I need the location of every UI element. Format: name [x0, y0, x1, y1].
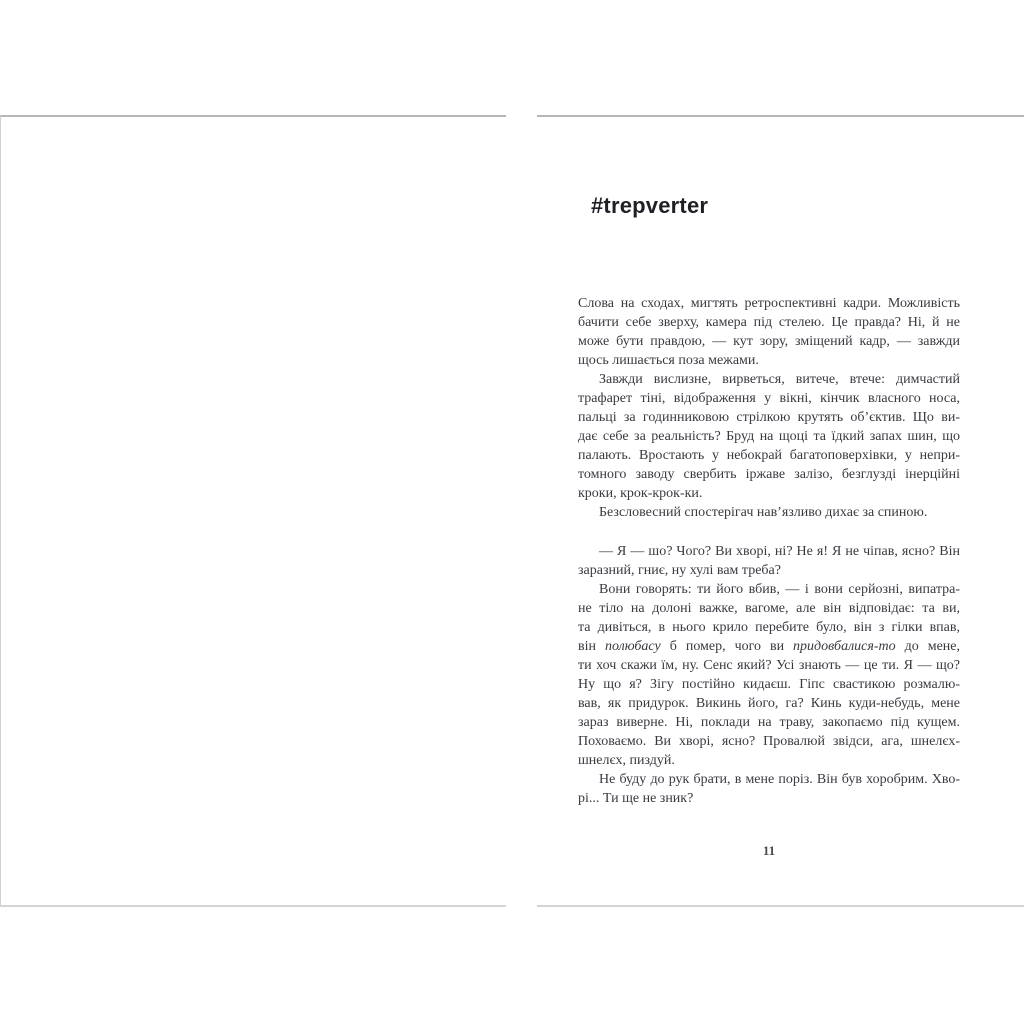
text-line: Безсловесний спостерігач нав’язливо дихає за спиною.	[599, 505, 928, 520]
left-page-blank	[0, 115, 506, 907]
text-line: Не буду до рук брати, в мене поріз. Він був хоробрим. Хво-	[599, 772, 960, 787]
chapter-title: #trepverter	[591, 193, 709, 218]
text-line: Ну що я? Зігу постійно кидаєш. Гіпс свастикою розмалю-	[578, 677, 960, 692]
text-line: томного заводу свербить іржаве залізо, безглузді інерційні	[578, 467, 960, 482]
text-line: палають. Вростають у небокрай багатоповерхівки, у непри-	[578, 448, 960, 463]
text-line: ти хоч скажи їм, ну. Сенс який? Усі знають — це ти. Я — що?	[578, 658, 960, 673]
text-line: зараз виверне. Ні, поклади на траву, закопаємо під кущем.	[578, 715, 960, 730]
text-line: не тіло на долоні важке, вагоме, але він відповідає: та ви,	[578, 601, 960, 616]
text-line: Вони говорять: ти його вбив, — і вони серйозні, випатра-	[599, 582, 960, 597]
text-line: рі... Ти ще не зник?	[578, 791, 694, 806]
text-line: пальці за годинниковою стрілкою крутять об’єктив. Що ви-	[578, 410, 960, 425]
text-line: Поховаємо. Ви хворі, ясно? Провалюй звідси, ага, шнелєх-	[578, 734, 960, 749]
text-line: Слова на сходах, мигтять ретроспективні кадри. Можливість	[578, 296, 960, 311]
text-line: дає себе за реальність? Бруд на щоці та їдкий запах шин, що	[578, 429, 960, 444]
text-line: може бути правдою, — кут зору, зміщений кадр, — завжди	[578, 334, 960, 349]
paragraph-spacer	[578, 522, 960, 542]
text-line: шнелєх, пиздуй.	[578, 753, 675, 768]
text-line: бачити себе зверху, камера під стелею. Це правда? Ні, й не	[578, 315, 960, 330]
text-block	[578, 294, 960, 808]
text-line: та дивіться, в нього крило перебите було, він з гілки впав,	[578, 620, 960, 635]
text-line: кроки, крок-крок-ки.	[578, 486, 703, 501]
text-line: заразний, гниє, ну хулі вам треба?	[578, 563, 781, 578]
page-number: 11	[762, 843, 776, 858]
text-line: Завжди вислизне, вирветься, витече, втече: димчастий	[599, 372, 960, 387]
text-line: вав, як придурок. Викинь його, га? Кинь куди-небудь, мене	[578, 696, 960, 711]
text-line: трафарет тіні, відображення у вікні, кінчик власного носа,	[578, 391, 960, 406]
text-line: він полюбасу б помер, чого ви придовбалися-то до мене,	[578, 639, 960, 654]
right-page	[537, 115, 1024, 907]
text-line: — Я — шо? Чого? Ви хворі, ні? Не я! Я не чіпав, ясно? Він	[599, 544, 960, 559]
text-line: щось лишається поза межами.	[578, 353, 759, 368]
